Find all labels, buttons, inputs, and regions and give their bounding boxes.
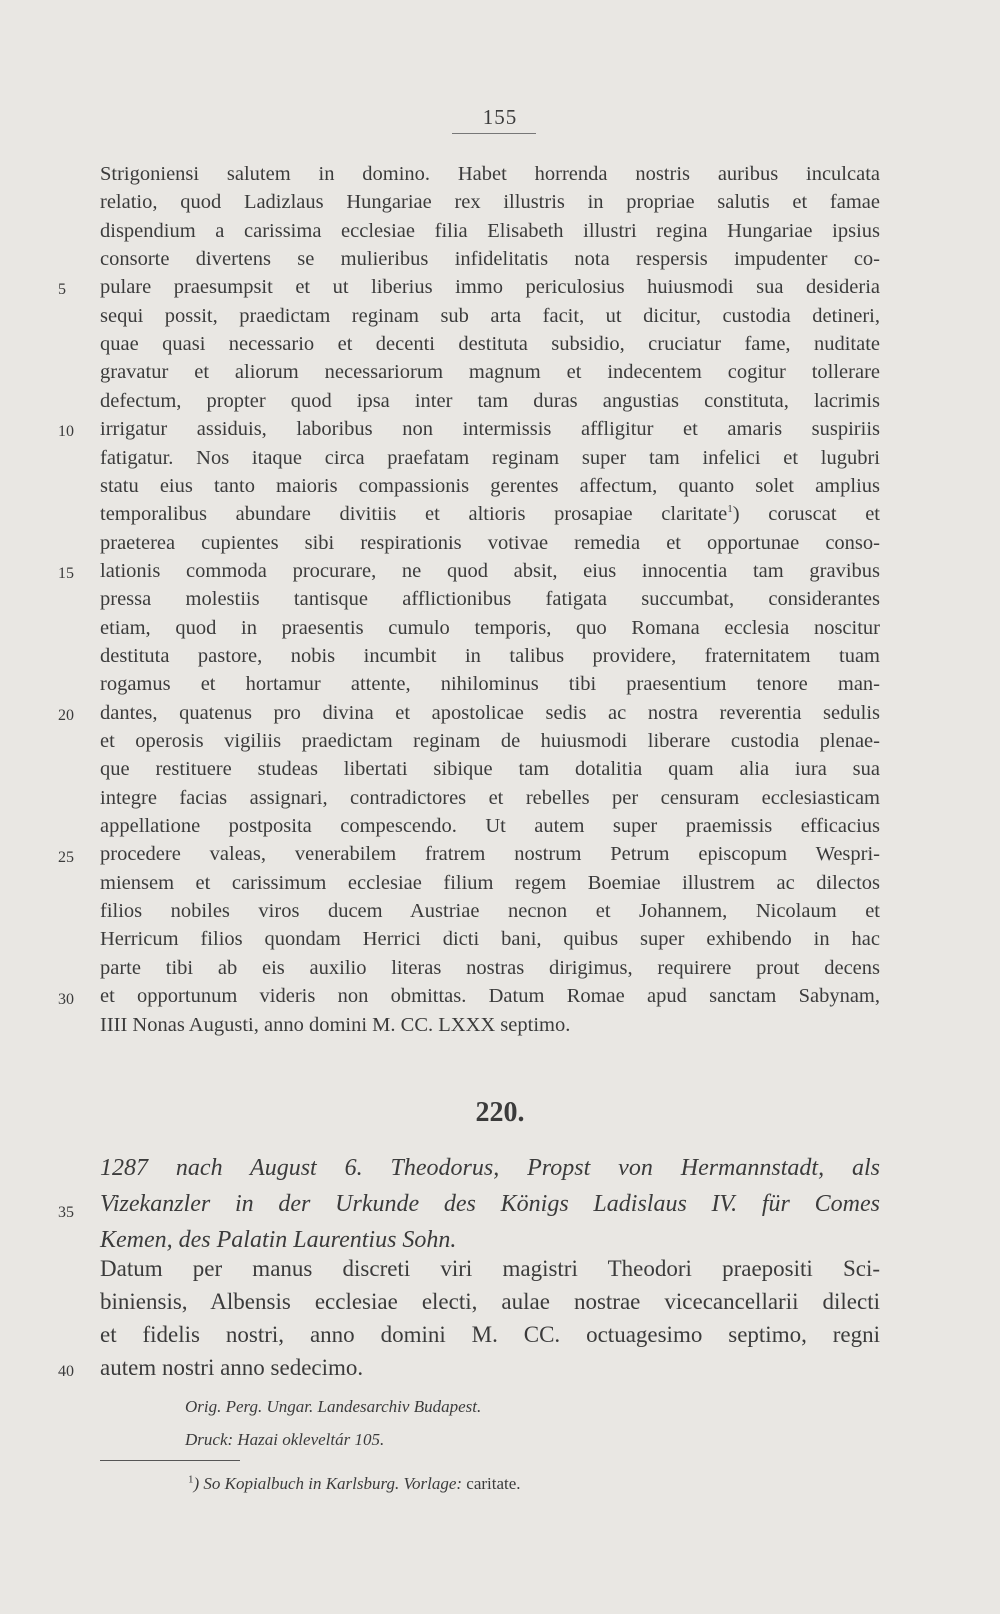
body-line: et operosis vigiliis praedictam reginam de huiusmodi liberare custodia plenae-: [100, 730, 880, 752]
body-line: rogamus et hortamur attente, nihilominus tibi praesentium tenore man-: [100, 673, 880, 696]
body-line: [100, 500, 880, 528]
line-number: 35: [58, 1204, 74, 1221]
footnote-marker: 1: [188, 1473, 194, 1486]
datum-line: et fidelis nostri, anno domini M. CC. octuagesimo septimo, regni: [100, 1322, 880, 1347]
body-line: filios nobiles viros ducem Austriae necnon et Johannem, Nicolaum et: [100, 900, 880, 923]
footnote-text: caritate.: [466, 1474, 521, 1493]
regest-line: Vizekanzler in der Urkunde des Königs Ladislaus IV. für Comes: [100, 1191, 880, 1217]
regest-line: 1287 nach August 6. Theodorus, Propst von Hermannstadt, als: [100, 1155, 880, 1181]
body-line: procedere valeas, venerabilem fratrem nostrum Petrum episcopum Wespri-: [100, 843, 880, 866]
body-line: consorte divertens se mulieribus infidelitatis nota respersis impudenter co-: [100, 248, 880, 271]
body-line: et opportunum videris non obmittas. Datum Romae apud sanctam Sabynam,: [100, 985, 880, 1008]
body-line: dispendium a carissima ecclesiae filia Elisabeth illustri regina Hungariae ipsius: [100, 219, 880, 242]
footnote-ref: 1: [727, 503, 733, 516]
page-number: 155: [482, 105, 518, 129]
footnote-rule: [100, 1460, 240, 1461]
body-line: dantes, quatenus pro divina et apostolicae sedis ac nostra reverentia sedulis: [100, 701, 880, 724]
body-line: appellatione postposita compescendo. Ut autem super praemissis efficacius: [100, 815, 880, 838]
body-line: relatio, quod Ladizlaus Hungariae rex illustris in propriae salutis et famae: [100, 191, 880, 214]
datum-line: autem nostri anno sedecimo.: [100, 1355, 364, 1380]
line-number: 10: [58, 423, 74, 440]
body-line-text: ) coruscat et: [732, 503, 880, 526]
body-line-text: temporalibus abundare divitiis et altioris prosapiae claritate: [100, 503, 728, 526]
datum-line: Datum per manus discreti viri magistri Theodori praepositi Sci-: [100, 1256, 880, 1281]
body-line: irrigatur assiduis, laboribus non intermissis affligitur et amaris suspiriis: [100, 418, 880, 441]
source-original: Orig. Perg. Ungar. Landesarchiv Budapest.: [185, 1397, 482, 1416]
line-number: 15: [58, 565, 74, 582]
page-number-rule: [452, 133, 536, 134]
source-print: Druck: Hazai okleveltár 105.: [185, 1430, 385, 1449]
body-line: parte tibi ab eis auxilio literas nostras dirigimus, requirere prout decens: [100, 956, 880, 979]
body-line: etiam, quod in praesentis cumulo temporis, quo Romana ecclesia noscitur: [100, 616, 880, 639]
body-line: sequi possit, praedictam reginam sub arta facit, ut dicitur, custodia detineri,: [100, 304, 880, 327]
body-line: destituta pastore, nobis incumbit in talibus providere, fraternitatem tuam: [100, 644, 880, 667]
footnote: [188, 1472, 521, 1496]
line-number: 5: [58, 281, 66, 298]
regest-line: Kemen, des Palatin Laurentius Sohn.: [100, 1227, 457, 1253]
line-number: 30: [58, 991, 74, 1008]
footnote-italic: ) So Kopialbuch in Karlsburg. Vorlage:: [193, 1474, 463, 1493]
body-line: praeterea cupientes sibi respirationis votivae remedia et opportunae conso-: [100, 531, 880, 554]
body-line: statu eius tanto maioris compassionis gerentes affectum, quanto solet amplius: [100, 474, 880, 497]
body-line: miensem et carissimum ecclesiae filium regem Boemiae illustrem ac dilectos: [100, 871, 880, 894]
document-number: 220.: [475, 1097, 525, 1128]
body-line: gravatur et aliorum necessariorum magnum et indecentem cogitur tollerare: [100, 361, 880, 384]
datum-line: biniensis, Albensis ecclesiae electi, aulae nostrae vicecancellarii dilecti: [100, 1289, 880, 1314]
body-line: lationis commoda procurare, ne quod absit, eius innocentia tam gravibus: [100, 559, 880, 582]
body-line: defectum, propter quod ipsa inter tam duras angustias constituta, lacrimis: [100, 389, 880, 412]
line-number: 40: [58, 1363, 74, 1380]
body-line: pressa molestiis tantisque afflictionibus fatigata succumbat, considerantes: [100, 588, 880, 611]
body-line: Herricum filios quondam Herrici dicti bani, quibus super exhibendo in hac: [100, 928, 880, 951]
body-line: fatigatur. Nos itaque circa praefatam reginam super tam infelici et lugubri: [100, 446, 880, 469]
body-line: integre facias assignari, contradictores et rebelles per censuram ecclesiasticam: [100, 786, 880, 809]
line-number: 25: [58, 849, 74, 866]
body-line: quae quasi necessario et decenti destituta subsidio, cruciatur fame, nuditate: [100, 333, 880, 356]
body-line: que restituere studeas libertati sibique tam dotalitia quam alia iura sua: [100, 758, 880, 781]
body-line: IIII Nonas Augusti, anno domini M. CC. LXXX septimo.: [100, 1013, 571, 1036]
line-number: 20: [58, 707, 74, 724]
body-line: pulare praesumpsit et ut liberius immo periculosius huiusmodi sua desideria: [100, 276, 880, 299]
body-line: Strigoniensi salutem in domino. Habet horrenda nostris auribus inculcata: [100, 163, 880, 185]
